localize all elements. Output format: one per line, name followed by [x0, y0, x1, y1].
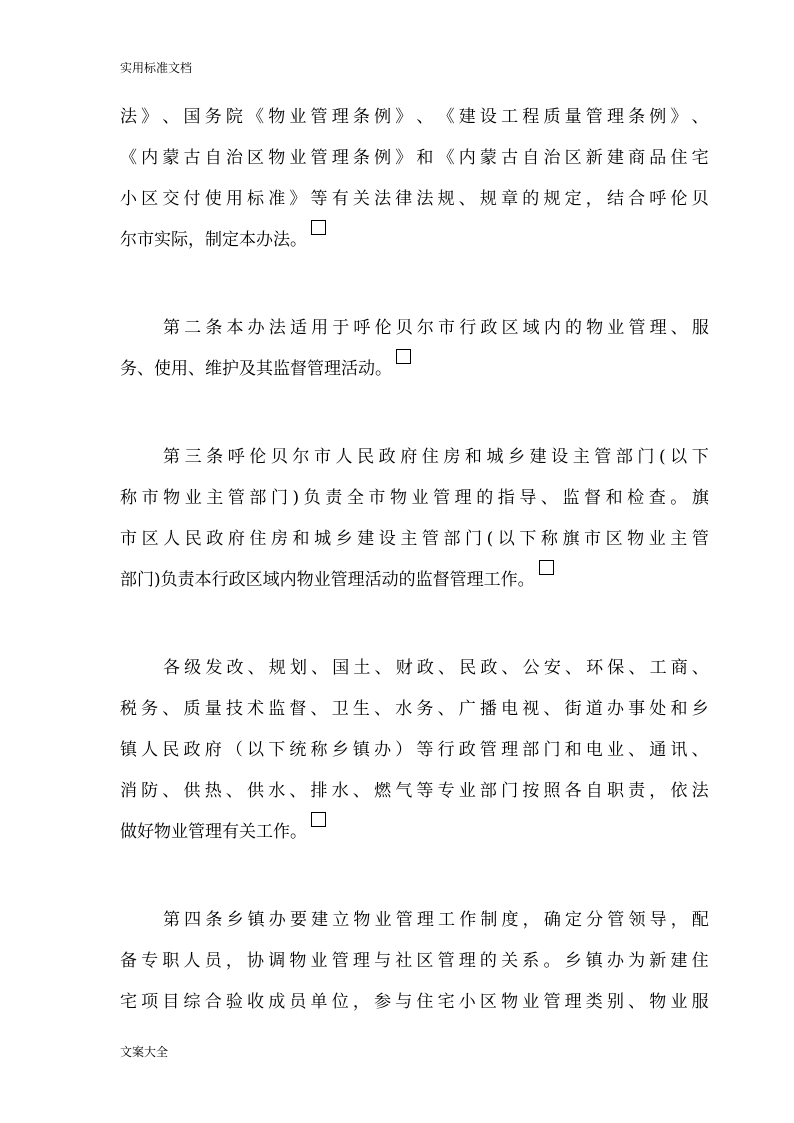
document-body [120, 97, 709, 1023]
paragraph-line [120, 220, 709, 261]
paragraph [120, 437, 709, 601]
paragraph-line: 第 二 条 本 办 法 适 用 于 呼 伦 贝 尔 市 行 政 区 域 内 的 物 业 管 理 、 服 [163, 318, 709, 338]
line-text: 部门)负责本行政区域内物业管理活动的监督管理工作。 [120, 570, 535, 590]
line-text: 尔市实际，制定本办法。 [120, 230, 307, 250]
paragraph-line: 小 区 交 付 使 用 标 准 》 等 有 关 法 律 法 规 、 规 章 的 规 定 ， 结 合 呼 伦 贝 [120, 189, 709, 209]
paragraph-line: 第 四 条 乡 镇 办 要 建 立 物 业 管 理 工 作 制 度 ， 确 定 分 管 领 导 ， 配 [163, 910, 709, 930]
paragraph [120, 648, 709, 853]
line-text: 务、使用、维护及其监督管理活动。 [120, 359, 392, 379]
paragraph-line: 税 务 、 质 量 技 术 监 督 、 卫 生 、 水 务 、 广 播 电 视 、 街 道 办 事 处 和 乡 [120, 699, 709, 719]
paragraph-line: 镇 人 民 政 府 （ 以 下 统 称 乡 镇 办 ） 等 行 政 管 理 部 门 和 电 业 、 通 讯 、 [120, 740, 709, 760]
page-footer: 文案大全 [120, 1045, 169, 1059]
paragraph-line: 《 内 蒙 古 自 治 区 物 业 管 理 条 例 》 和 《 内 蒙 古 自 治 区 新 建 商 品 住 宅 [120, 148, 709, 168]
paragraph-gap [120, 390, 709, 437]
paragraph-line [120, 812, 709, 853]
paragraph-gap [120, 853, 709, 900]
paragraph [120, 97, 709, 261]
placeholder-box-icon [396, 349, 411, 364]
paragraph-line: 宅 项 目 综 合 验 收 成 员 单 位 ， 参 与 住 宅 小 区 物 业 管 理 类 别 、 物 业 服 [120, 992, 709, 1012]
line-text: 做好物业管理有关工作。 [120, 822, 307, 842]
paragraph-line: 各 级 发 改 、 规 划 、 国 土 、 财 政 、 民 政 、 公 安 、 环 保 、 工 商 、 [163, 658, 709, 678]
placeholder-box-icon [539, 560, 554, 575]
paragraph-gap [120, 601, 709, 648]
paragraph-line [120, 349, 709, 390]
paragraph-line: 称 市 物 业 主 管 部 门 ) 负 责 全 市 物 业 管 理 的 指 导 、 监 督 和 检 查 。 旗 [120, 488, 709, 508]
placeholder-box-icon [311, 812, 326, 827]
paragraph-line: 市 区 人 民 政 府 住 房 和 城 乡 建 设 主 管 部 门 ( 以 下 称 旗 市 区 物 业 主 管 [120, 529, 709, 549]
paragraph-line [120, 560, 709, 601]
paragraph-line: 消 防 、 供 热 、 供 水 、 排 水 、 燃 气 等 专 业 部 门 按 照 各 自 职 责 ， 依 法 [120, 781, 709, 801]
paragraph-line: 备 专 职 人 员 ， 协 调 物 业 管 理 与 社 区 管 理 的 关 系 。 乡 镇 办 为 新 建 住 [120, 951, 709, 971]
placeholder-box-icon [311, 220, 326, 235]
paragraph-gap [120, 261, 709, 308]
paragraph [120, 308, 709, 390]
paragraph-line: 第 三 条 呼 伦 贝 尔 市 人 民 政 府 住 房 和 城 乡 建 设 主 管 部 门 ( 以 下 [163, 447, 709, 467]
paragraph [120, 900, 709, 1023]
page-header: 实用标准文档 [120, 61, 193, 75]
paragraph-line: 法 》 、 国 务 院 《 物 业 管 理 条 例 》 、 《 建 设 工 程 质 量 管 理 条 例 》 、 [120, 107, 709, 127]
